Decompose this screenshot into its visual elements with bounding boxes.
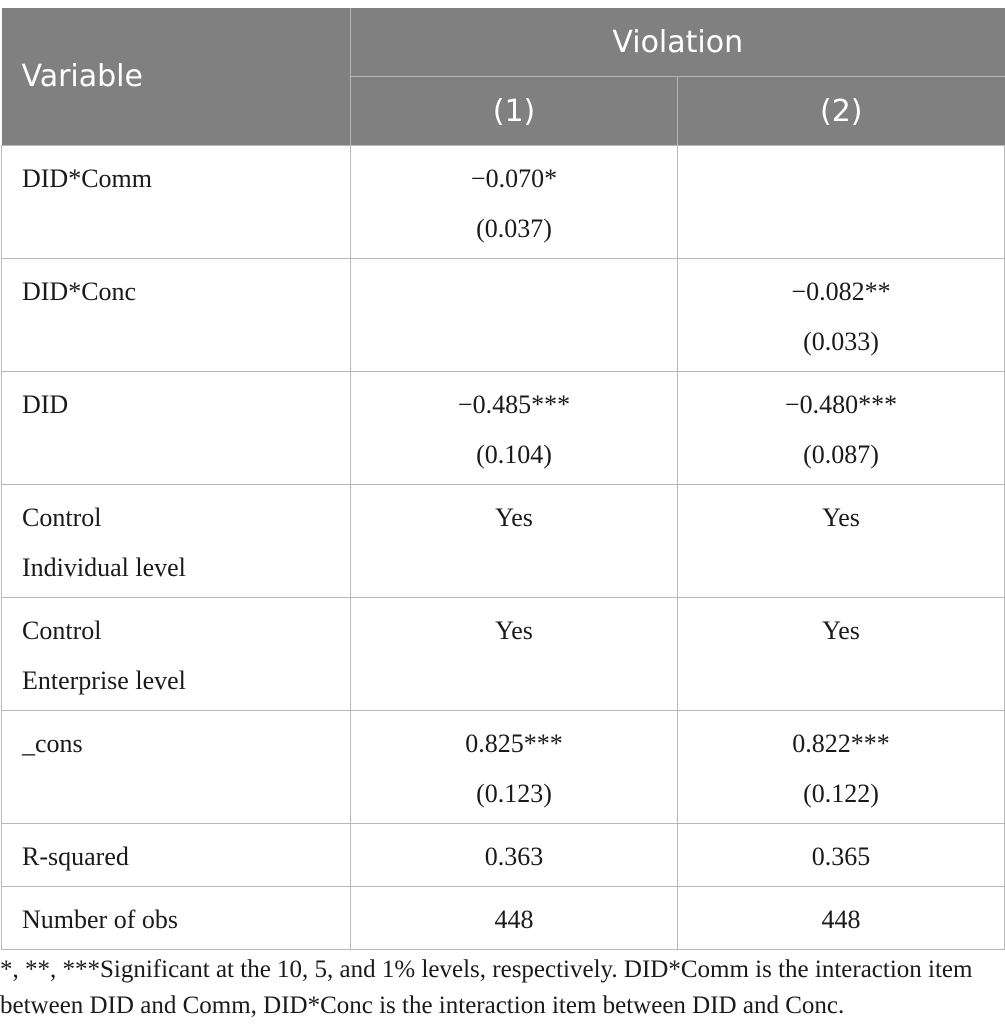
table-row <box>2 824 1005 887</box>
table-row <box>2 711 1005 824</box>
model-1-cell <box>351 598 678 711</box>
row-label-line: DID*Conc <box>22 277 137 306</box>
model-1-cell <box>351 887 678 950</box>
model-2-cell <box>678 372 1005 485</box>
coefficient: −0.070* <box>470 164 558 193</box>
row-label-line: Individual level <box>22 553 186 582</box>
table-row <box>2 372 1005 485</box>
model-2-cell <box>678 887 1005 950</box>
control-flag: Yes <box>822 503 860 532</box>
row-label-line: R-squared <box>22 842 129 871</box>
row-label <box>2 824 351 887</box>
row-label <box>2 146 351 259</box>
model-2-cell <box>678 824 1005 887</box>
coefficient: 0.825*** <box>465 729 563 758</box>
obs-count: 448 <box>494 905 534 934</box>
coefficient: −0.082** <box>791 277 891 306</box>
table-footnote: *, **, ***Significant at the 10, 5, and 1% levels, respectively. DID*Comm is the interaction item between DID and Comm, DID*Conc is the interaction item between DID and Conc. <box>0 956 973 1019</box>
control-flag: Yes <box>495 616 533 645</box>
control-flag: Yes <box>822 616 860 645</box>
violation-group-header: Violation <box>351 8 1005 77</box>
row-label-line: Control <box>22 503 102 532</box>
r-squared-value: 0.365 <box>811 842 871 871</box>
coefficient: 0.822*** <box>792 729 890 758</box>
r-squared-value: 0.363 <box>484 842 544 871</box>
model-1-cell <box>351 372 678 485</box>
standard-error: (0.104) <box>476 440 552 469</box>
regression-table <box>1 8 1005 950</box>
table-body <box>2 146 1005 950</box>
model-1-cell <box>351 259 678 372</box>
row-label <box>2 887 351 950</box>
model-2-cell <box>678 259 1005 372</box>
standard-error: (0.122) <box>803 779 879 808</box>
row-label <box>2 259 351 372</box>
variable-column-header: Variable <box>2 8 351 146</box>
table-header <box>2 8 1005 146</box>
row-label-line: DID*Comm <box>22 164 152 193</box>
row-label-line: DID <box>22 390 69 419</box>
table-row <box>2 146 1005 259</box>
table-row <box>2 887 1005 950</box>
standard-error: (0.087) <box>803 440 879 469</box>
model-2-cell <box>678 598 1005 711</box>
coefficient: −0.485*** <box>457 390 571 419</box>
row-label <box>2 372 351 485</box>
row-label <box>2 485 351 598</box>
coefficient: −0.480*** <box>784 390 898 419</box>
row-label-line: Control <box>22 616 102 645</box>
row-label-line: _cons <box>22 729 83 758</box>
table-row <box>2 598 1005 711</box>
standard-error: (0.123) <box>476 779 552 808</box>
model-1-cell <box>351 485 678 598</box>
standard-error: (0.033) <box>803 327 879 356</box>
row-label-line: Enterprise level <box>22 666 186 695</box>
model-1-cell <box>351 711 678 824</box>
model-2-cell <box>678 485 1005 598</box>
table-row <box>2 485 1005 598</box>
table-row <box>2 259 1005 372</box>
model-1-cell <box>351 824 678 887</box>
control-flag: Yes <box>495 503 533 532</box>
obs-count: 448 <box>821 905 861 934</box>
standard-error: (0.037) <box>476 214 552 243</box>
model-2-cell <box>678 146 1005 259</box>
model-1-header: (1) <box>351 77 678 146</box>
model-2-cell <box>678 711 1005 824</box>
model-2-header: (2) <box>678 77 1005 146</box>
row-label <box>2 598 351 711</box>
model-1-cell <box>351 146 678 259</box>
row-label <box>2 711 351 824</box>
row-label-line: Number of obs <box>22 905 178 934</box>
